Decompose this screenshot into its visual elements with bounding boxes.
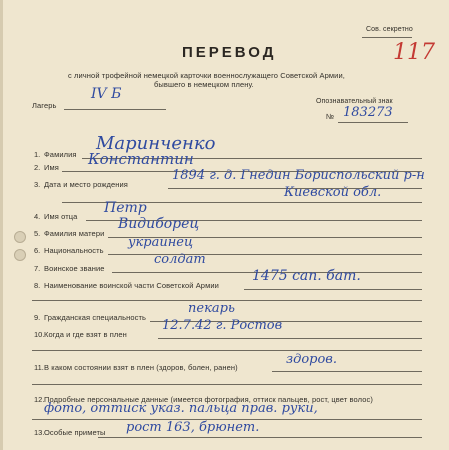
field-13-line (98, 437, 422, 438)
id-sign-label: Опознавательный знак (316, 98, 393, 105)
field-13-value: рост 163, брюнет. (126, 420, 260, 435)
field-5-value: Видиборец (118, 216, 200, 232)
field-7-number: 7. (34, 264, 41, 273)
field-12-label: Подробные персональные данные (имеется фотография, оттиск пальцев, рост, цвет волос) (44, 395, 373, 404)
field-4-number: 4. (34, 212, 41, 221)
field-12-number: 12. (34, 395, 45, 404)
field-1-number: 1. (34, 150, 41, 159)
field-11-line (272, 371, 422, 372)
field-3-value: 1894 г. д. Гнедин Бориспольский р-н (172, 168, 425, 183)
field-4-label: Имя отца (44, 212, 78, 221)
classification-underline (362, 37, 412, 38)
page-edge (0, 0, 3, 450)
field-10-number: 10. (34, 330, 45, 339)
punch-hole-top (14, 231, 26, 243)
field-11-line-2 (32, 384, 422, 385)
field-13-number: 13. (34, 428, 45, 437)
camp-line (64, 109, 166, 110)
field-10-line (158, 338, 422, 339)
field-11-label: В каком состоянии взят в плен (здоров, болен, ранен) (44, 363, 238, 372)
subtitle-line-2: бывшего в немецком плену. (154, 80, 254, 89)
field-8-number: 8. (34, 281, 41, 290)
field-11-value: здоров. (286, 352, 338, 367)
field-7-label: Воинское звание (44, 264, 105, 273)
field-10-line-2 (32, 350, 422, 351)
subtitle-line-1: с личной трофейной немецкой карточки военнослужащего Советской Армии, (68, 71, 345, 80)
field-8-line (244, 289, 422, 290)
camp-label: Лагерь (32, 101, 57, 110)
field-12-value: фото, оттиск указ. пальца прав. руки, (44, 401, 318, 416)
page-title: ПЕРЕВОД (182, 44, 277, 61)
field-2-label: Имя (44, 163, 59, 172)
field-3-label: Дата и место рождения (44, 180, 128, 189)
punch-hole-bottom (14, 249, 26, 261)
camp-value: IV Б (91, 86, 122, 102)
field-1-label: Фамилия (44, 150, 77, 159)
field-10-label: Когда и где взят в плен (44, 330, 127, 339)
field-7-value: солдат (154, 252, 206, 267)
field-4-value: Петр (104, 200, 147, 216)
field-9-value: пекарь (188, 301, 235, 316)
field-3-value-cont: Киевской обл. (284, 185, 382, 200)
field-8-label: Наименование воинской части Советской Армии (44, 281, 219, 290)
field-1-value: Маринченко (96, 133, 216, 154)
field-3-number: 3. (34, 180, 41, 189)
field-5-number: 5. (34, 229, 41, 238)
id-sign-line (338, 122, 408, 123)
classification-stamp: Сов. секретно (366, 26, 413, 33)
field-6-value: украинец (128, 235, 194, 250)
field-13-label: Особые приметы (44, 428, 106, 437)
field-5-label: Фамилия матери (44, 229, 105, 238)
field-8-value: 1475 сап. бат. (252, 268, 361, 284)
id-sign-value: 183273 (343, 105, 393, 120)
id-sign-prefix: № (326, 112, 335, 121)
field-9-label: Гражданская специальность (44, 313, 147, 322)
sheet-number: 117 (393, 40, 435, 65)
field-11-number: 11. (34, 363, 44, 372)
field-2-number: 2. (34, 163, 41, 172)
field-2-value: Константин (88, 150, 194, 168)
field-9-number: 9. (34, 313, 41, 322)
field-6-label: Национальность (44, 246, 104, 255)
field-10-value: 12.7.42 г. Ростов (162, 318, 283, 333)
field-6-number: 6. (34, 246, 41, 255)
